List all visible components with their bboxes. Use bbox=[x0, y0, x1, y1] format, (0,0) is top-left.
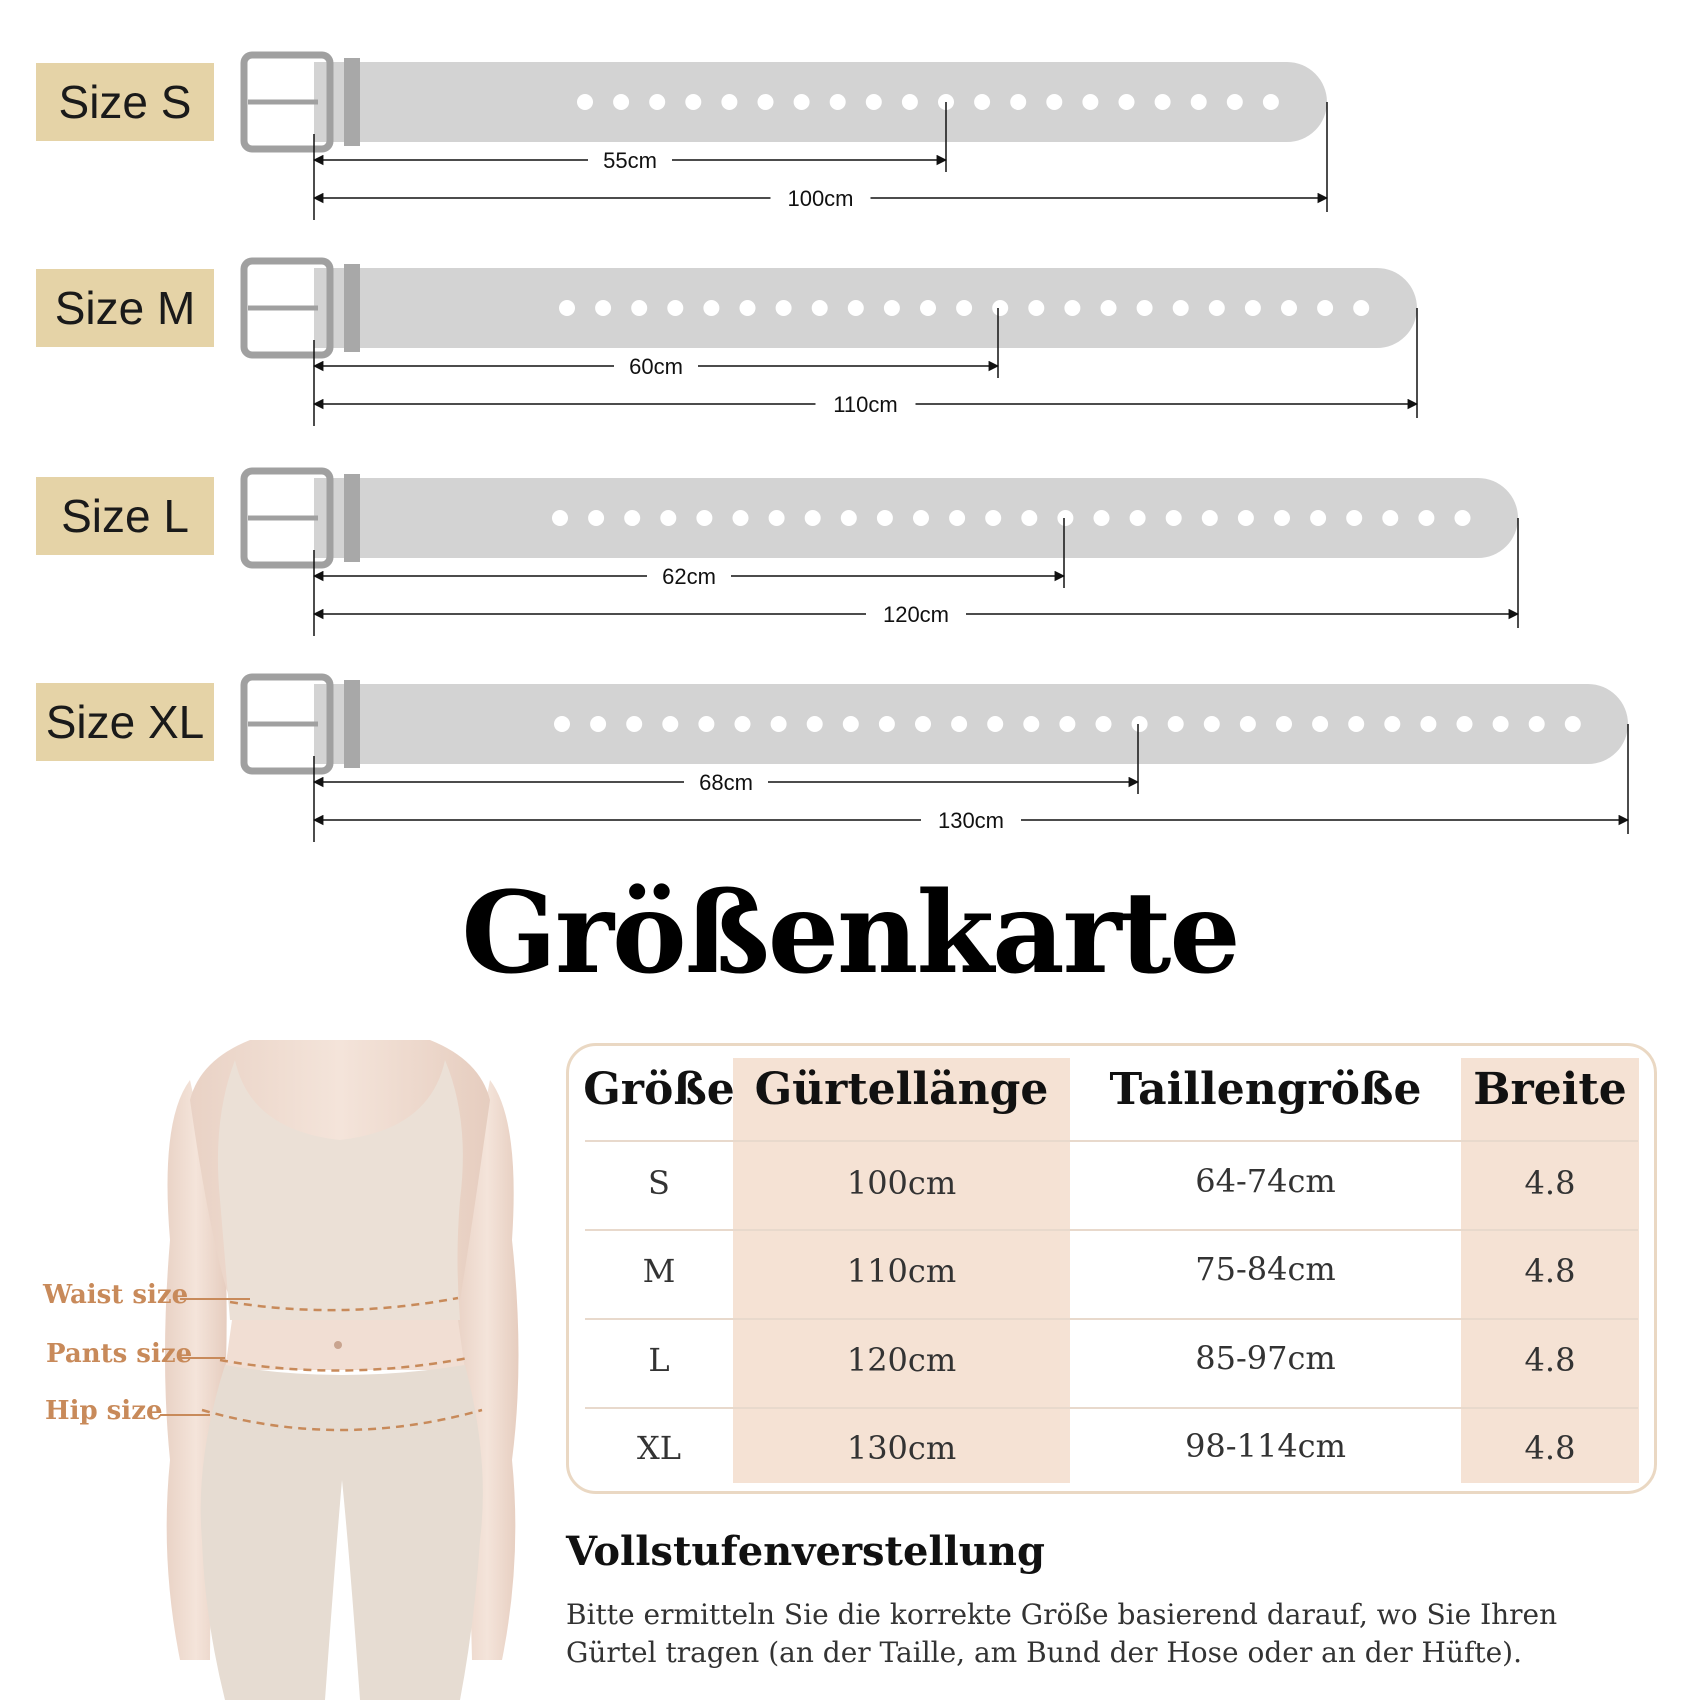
belt-hole bbox=[590, 716, 606, 732]
belt-hole bbox=[877, 510, 893, 526]
belt-hole bbox=[1274, 510, 1290, 526]
table-cell-size: S bbox=[648, 1164, 670, 1202]
belt-hole bbox=[769, 510, 785, 526]
belt-hole bbox=[1023, 716, 1039, 732]
table-cell-length: 110cm bbox=[846, 1252, 957, 1290]
belt-hole bbox=[1046, 94, 1062, 110]
belt-hole bbox=[1493, 716, 1509, 732]
belt-hole bbox=[951, 716, 967, 732]
belt-hole bbox=[771, 716, 787, 732]
belt-hole bbox=[631, 300, 647, 316]
belt-hole bbox=[987, 716, 1003, 732]
row-divider bbox=[585, 1407, 1638, 1409]
belt-hole bbox=[992, 300, 1008, 316]
pants-size-label: Pants size bbox=[46, 1339, 193, 1369]
belt-hole bbox=[915, 716, 931, 732]
table-cell-length: 120cm bbox=[846, 1341, 957, 1379]
belt-hole bbox=[1245, 300, 1261, 316]
belt-keeper bbox=[344, 58, 360, 146]
belt-hole bbox=[776, 300, 792, 316]
belt-hole bbox=[1310, 510, 1326, 526]
size-table bbox=[566, 1043, 1657, 1494]
belt-hole bbox=[1021, 510, 1037, 526]
note-heading: Vollstufenverstellung bbox=[566, 1528, 1045, 1575]
belt-hole bbox=[1455, 510, 1471, 526]
belt-hole bbox=[595, 300, 611, 316]
belt-hole bbox=[1094, 510, 1110, 526]
belt-hole bbox=[1132, 716, 1148, 732]
belt-hole bbox=[1202, 510, 1218, 526]
measure-label-hole: 60cm bbox=[629, 354, 683, 379]
belt-hole bbox=[735, 716, 751, 732]
belt-hole bbox=[1096, 716, 1112, 732]
header-belt-length: Gürtellänge bbox=[754, 1064, 1049, 1115]
belt-hole bbox=[956, 300, 972, 316]
belt-hole bbox=[1082, 94, 1098, 110]
measure-label-hole: 55cm bbox=[603, 148, 657, 173]
belt-hole bbox=[843, 716, 859, 732]
hip-size-label: Hip size bbox=[45, 1396, 163, 1426]
page-title: Größenkarte bbox=[461, 868, 1239, 999]
table-cell-waist: 85-97cm bbox=[1195, 1339, 1336, 1377]
belt-hole bbox=[841, 510, 857, 526]
belt-hole bbox=[552, 510, 568, 526]
measure-label-total: 110cm bbox=[833, 392, 898, 417]
measure-label-total: 120cm bbox=[882, 602, 950, 627]
table-cell-waist: 98-114cm bbox=[1185, 1427, 1346, 1465]
belt-hole bbox=[1173, 300, 1189, 316]
belt-hole bbox=[920, 300, 936, 316]
belt-hole bbox=[830, 94, 846, 110]
table-cell-waist: 64-74cm bbox=[1195, 1162, 1336, 1200]
belt-hole bbox=[1059, 716, 1075, 732]
header-waist-size: Taillengröße bbox=[1109, 1064, 1422, 1115]
belt-hole bbox=[624, 510, 640, 526]
belt-hole bbox=[588, 510, 604, 526]
belt-keeper bbox=[344, 474, 360, 562]
belt-hole bbox=[1238, 510, 1254, 526]
measure-label-hole: 62cm bbox=[662, 564, 716, 589]
belt-hole bbox=[1382, 510, 1398, 526]
belt-hole bbox=[1028, 300, 1044, 316]
belt-hole bbox=[866, 94, 882, 110]
belt-hole bbox=[1420, 716, 1436, 732]
belt-hole bbox=[1276, 716, 1292, 732]
belt-hole bbox=[577, 94, 593, 110]
header-width: Breite bbox=[1473, 1064, 1627, 1115]
belt-hole bbox=[667, 300, 683, 316]
belt-hole bbox=[1101, 300, 1117, 316]
belt-hole bbox=[698, 716, 714, 732]
belt-hole bbox=[559, 300, 575, 316]
belt-hole bbox=[696, 510, 712, 526]
belt-hole bbox=[758, 94, 774, 110]
belt-hole bbox=[794, 94, 810, 110]
header-size: Größe bbox=[583, 1064, 735, 1115]
belt-hole bbox=[985, 510, 1001, 526]
belt-hole bbox=[662, 716, 678, 732]
belt-hole bbox=[649, 94, 665, 110]
belt-hole bbox=[848, 300, 864, 316]
table-cell-waist: 75-84cm bbox=[1195, 1250, 1336, 1288]
belt-hole bbox=[902, 94, 918, 110]
size-label-m: Size M bbox=[36, 269, 214, 347]
belt-hole bbox=[1565, 716, 1581, 732]
belt-hole bbox=[1529, 716, 1545, 732]
belt-hole bbox=[1137, 300, 1153, 316]
belt-hole bbox=[740, 300, 756, 316]
belt-hole bbox=[1204, 716, 1220, 732]
row-divider bbox=[585, 1140, 1638, 1142]
belt-hole bbox=[1166, 510, 1182, 526]
belt-hole bbox=[1281, 300, 1297, 316]
table-cell-width: 4.8 bbox=[1524, 1252, 1576, 1290]
belt-hole bbox=[1317, 300, 1333, 316]
belt-hole bbox=[1263, 94, 1279, 110]
belt-hole bbox=[1119, 94, 1135, 110]
table-cell-length: 130cm bbox=[846, 1429, 957, 1467]
belt-hole bbox=[1227, 94, 1243, 110]
belt-hole bbox=[1418, 510, 1434, 526]
belt-hole bbox=[660, 510, 676, 526]
table-cell-size: L bbox=[648, 1341, 670, 1379]
belt-keeper bbox=[344, 680, 360, 768]
belt-hole bbox=[1168, 716, 1184, 732]
belt-hole bbox=[949, 510, 965, 526]
table-cell-width: 4.8 bbox=[1524, 1164, 1576, 1202]
belt-hole bbox=[1353, 300, 1369, 316]
belt-strap bbox=[314, 62, 1327, 142]
belt-hole bbox=[812, 300, 828, 316]
measure-label-total: 130cm bbox=[937, 808, 1005, 833]
table-cell-size: XL bbox=[636, 1429, 682, 1467]
table-cell-size: M bbox=[642, 1252, 676, 1290]
belt-hole bbox=[913, 510, 929, 526]
belt-hole bbox=[626, 716, 642, 732]
size-label-xl: Size XL bbox=[36, 683, 214, 761]
waist-size-label: Waist size bbox=[43, 1280, 189, 1310]
belt-hole bbox=[1457, 716, 1473, 732]
belt-hole bbox=[1057, 510, 1073, 526]
measure-label-total: 100cm bbox=[787, 186, 854, 211]
table-cell-width: 4.8 bbox=[1524, 1429, 1576, 1467]
table-cell-length: 100cm bbox=[846, 1164, 957, 1202]
belt-hole bbox=[807, 716, 823, 732]
row-divider bbox=[585, 1229, 1638, 1231]
table-cell-width: 4.8 bbox=[1524, 1341, 1576, 1379]
belt-hole bbox=[721, 94, 737, 110]
belt-hole bbox=[1348, 716, 1364, 732]
belt-hole bbox=[733, 510, 749, 526]
belt-hole bbox=[703, 300, 719, 316]
measure-label-hole: 68cm bbox=[699, 770, 753, 795]
belt-hole bbox=[1346, 510, 1362, 526]
belt-hole bbox=[1191, 94, 1207, 110]
belt-hole bbox=[1384, 716, 1400, 732]
belt-hole bbox=[685, 94, 701, 110]
belt-hole bbox=[1010, 94, 1026, 110]
body-figure-illustration bbox=[140, 1040, 540, 1700]
belt-hole bbox=[1155, 94, 1171, 110]
size-label-s: Size S bbox=[36, 63, 214, 141]
belt-hole bbox=[613, 94, 629, 110]
belt-hole bbox=[554, 716, 570, 732]
belt-hole bbox=[1130, 510, 1146, 526]
belt-hole bbox=[974, 94, 990, 110]
belt-hole bbox=[884, 300, 900, 316]
size-label-l: Size L bbox=[36, 477, 214, 555]
belt-hole bbox=[805, 510, 821, 526]
belt-hole bbox=[1240, 716, 1256, 732]
belt-hole bbox=[1209, 300, 1225, 316]
belt-hole bbox=[1064, 300, 1080, 316]
note-text: Bitte ermitteln Sie die korrekte Größe basierend darauf, wo Sie Ihren Gürtel tragen (an der Taille, am Bund der Hose oder an der Hüfte). bbox=[566, 1598, 1558, 1669]
belt-hole bbox=[1312, 716, 1328, 732]
row-divider bbox=[585, 1318, 1638, 1320]
belt-hole bbox=[879, 716, 895, 732]
belt-keeper bbox=[344, 264, 360, 352]
